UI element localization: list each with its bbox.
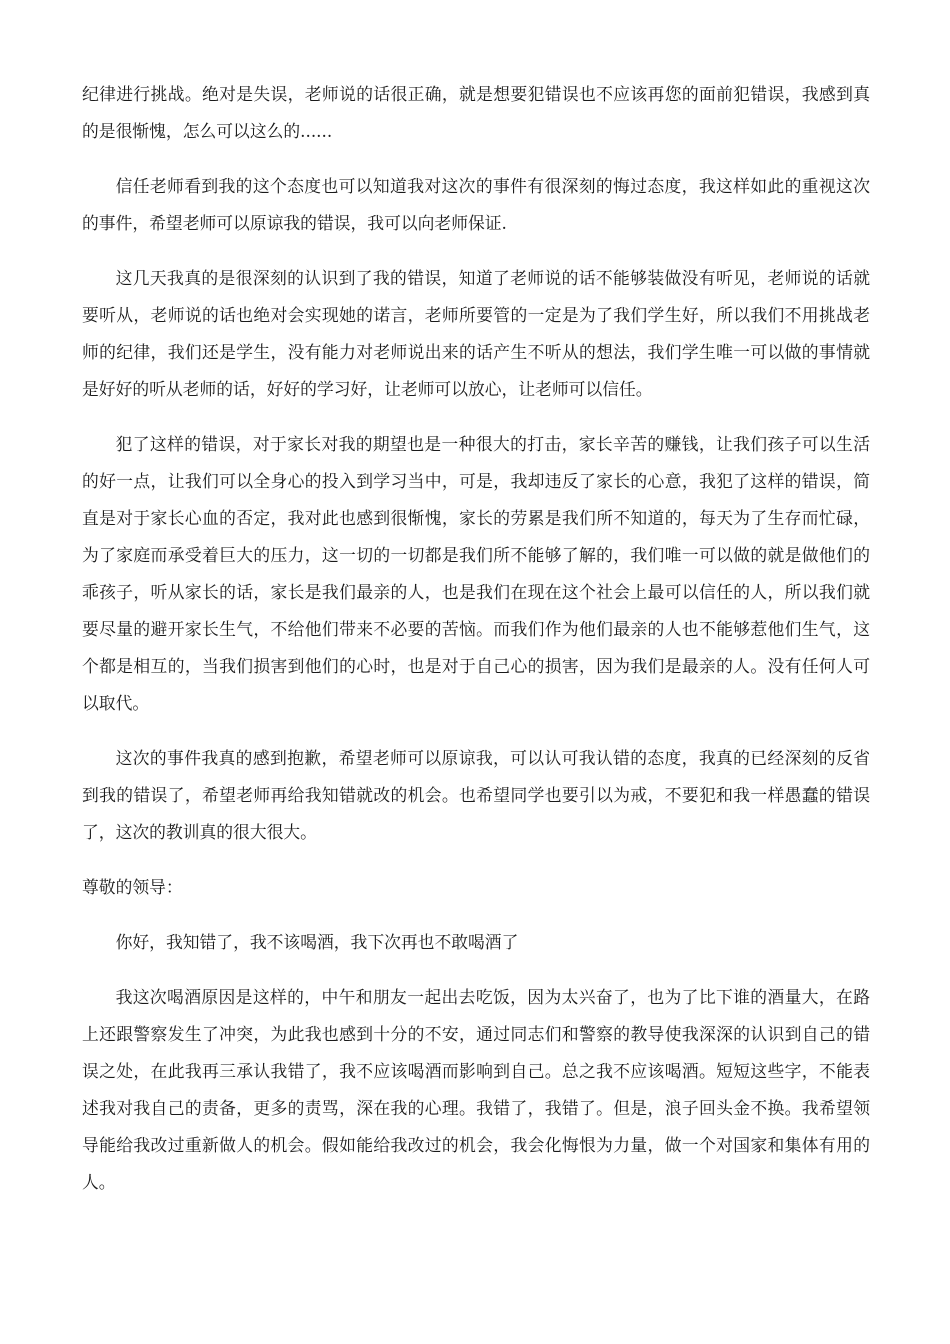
salutation: 尊敬的领导： bbox=[82, 877, 183, 897]
document-body bbox=[82, 76, 870, 1219]
paragraph-trust-teacher: 信任老师看到我的这个态度也可以知道我对这次的事件有很深刻的悔过态度，我这样如此的重视这次的事件，希望老师可以原谅我的错误，我可以向老师保证. bbox=[82, 176, 870, 233]
paragraph-greeting: 你好，我知错了，我不该喝酒，我下次再也不敢喝酒了 bbox=[115, 932, 519, 952]
paragraph-drinking-reason: 我这次喝酒原因是这样的，中午和朋友一起出去吃饭，因为太兴奋了，也为了比下谁的酒量大，在路上还跟警察发生了冲突，为此我也感到十分的不安，通过同志们和警察的教导使我深深的认识到自己的错误之处，在此我再三承认我错了，我不应该喝酒而影响到自己。总之我不应该喝酒。短短这些字，不能表述我对我自己的责备，更多的责骂，深在我的心理。我错了，我错了。但是，浪子回头金不换。我希望领导能给我改过重新做人的机会。假如能给我改过的机会，我会化悔恨为力量，做一个对国家和集体有用的人。 bbox=[82, 987, 870, 1192]
paragraph-continuation: 纪律进行挑战。绝对是失误，老师说的话很正确，就是想要犯错误也不应该再您的面前犯错误，我感到真的是很惭愧，怎么可以这么的...... bbox=[82, 84, 870, 141]
paragraph-apology: 这次的事件我真的感到抱歉，希望老师可以原谅我，可以认可我认错的态度，我真的已经深刻的反省到我的错误了，希望老师再给我知错就改的机会。也希望同学也要引以为戒，不要犯和我一样愚蠢的错误了，这次的教训真的很大很大。 bbox=[82, 748, 870, 842]
paragraph-recognize-error: 这几天我真的是很深刻的认识到了我的错误，知道了老师说的话不能够装做没有听见，老师说的话就要听从，老师说的话也绝对会实现她的诺言，老师所要管的一定是为了我们学生好，所以我们不用挑战老师的纪律，我们还是学生，没有能力对老师说出来的话产生不听从的想法，我们学生唯一可以做的事情就是好好的听从老师的话，好好的学习好，让老师可以放心，让老师可以信任。 bbox=[82, 268, 870, 399]
paragraph-parents: 犯了这样的错误，对于家长对我的期望也是一种很大的打击，家长辛苦的赚钱，让我们孩子可以生活的好一点，让我们可以全身心的投入到学习当中，可是，我却违反了家长的心意，我犯了这样的错误，简直是对于家长心血的否定，我对此也感到很惭愧，家长的劳累是我们所不知道的，每天为了生存而忙碌，为了家庭而承受着巨大的压力，这一切的一切都是我们所不能够了解的，我们唯一可以做的就是做他们的乖孩子，听从家长的话，家长是我们最亲的人，也是我们在现在这个社会上最可以信任的人，所以我们就要尽量的避开家长生气，不给他们带来不必要的苦恼。而我们作为他们最亲的人也不能够惹他们生气，这个都是相互的，当我们损害到他们的心时，也是对于自己心的损害，因为我们是最亲的人。没有任何人可以取代。 bbox=[82, 434, 870, 713]
